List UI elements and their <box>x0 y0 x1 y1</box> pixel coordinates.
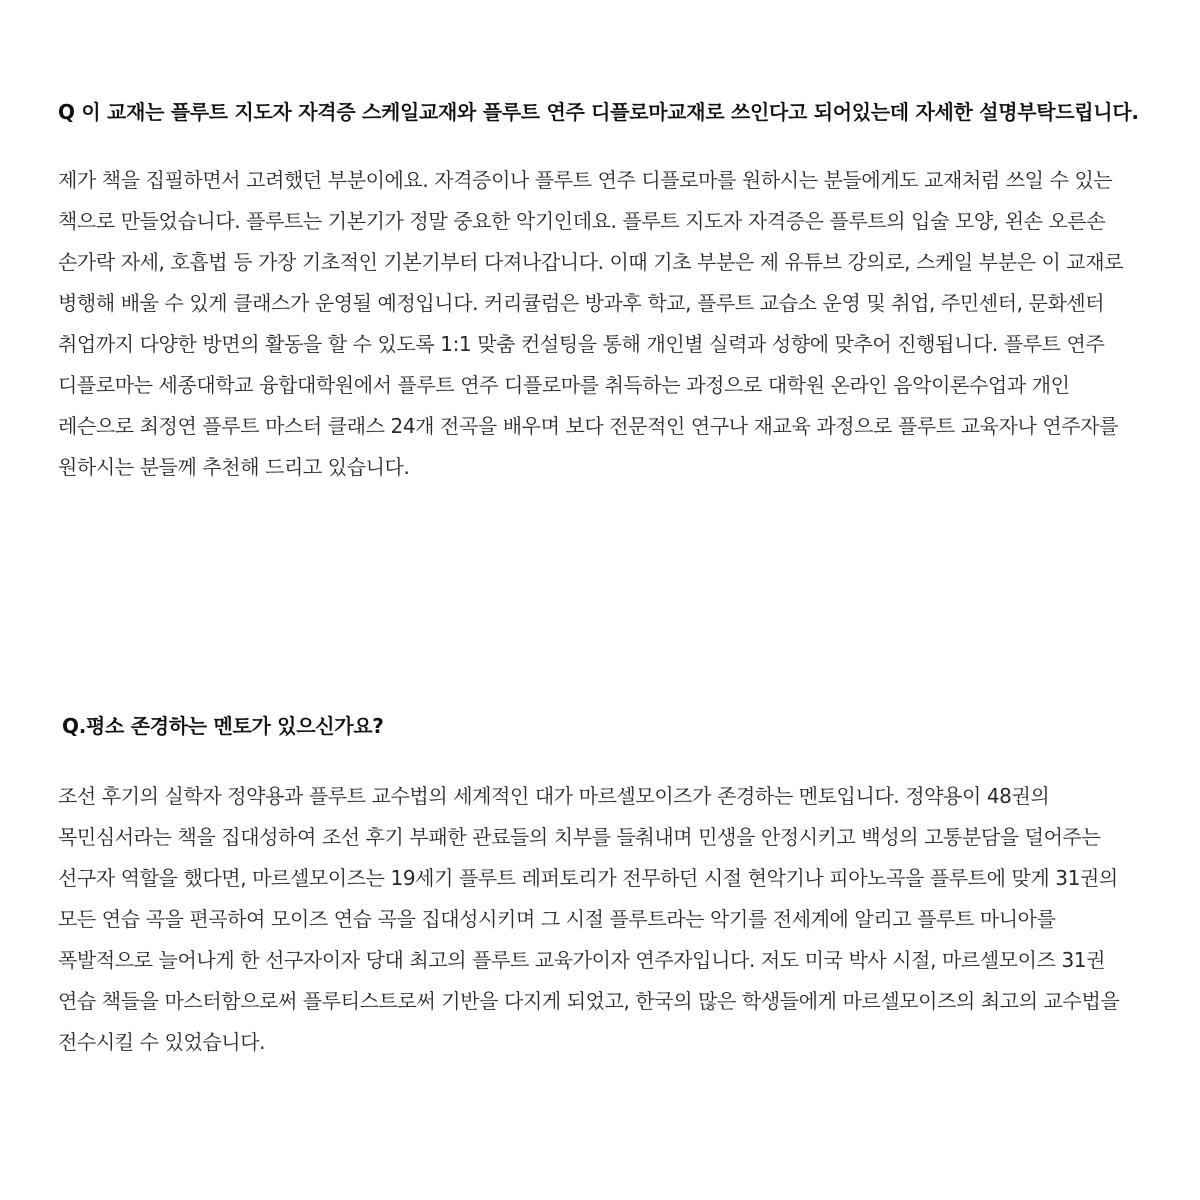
answer-paragraph: 조선 후기의 실학자 정약용과 플루트 교수법의 세계적인 대가 마르셀모이즈가 존경하는 멘토입니다. 정약용이 48권의 목민심서라는 책을 집대성하여 조선 후기 부패한 관료들의 치부를 들춰내며 민생을 안정시키고 백성의 고통분담을 덜어주는 선구자 역할을 했다면, 마르셀모이즈는 19세기 플루트 레퍼토리가 전무하던 시절 현악기나 피아노곡을 플루트에 맞게 31권의 모든 연습 곡을 편곡하여 모이즈 연습 곡을 집대성시키며 그 시절 플루트라는 악기를 전세계에 알리고 플루트 마니아를 폭발적으로 늘어나게 한 선구자이자 당대 최고의 플루트 교육가이자 연주자입니다. 저도 미국 박사 시절, 마르셀모이즈 31권 연습 책들을 마스터함으로써 플루티스트로써 기반을 다지게 되었고, 한국의 많은 학생들에게 마르셀모이즈의 최고의 교수법을 전수시킬 수 있었습니다. <box>58 784 1120 1054</box>
qa-section-mentor <box>58 706 1142 1063</box>
answer-paragraph: 제가 책을 집필하면서 고려했던 부분이에요. 자격증이나 플루트 연주 디플로마를 원하시는 분들에게도 교재처럼 쓰일 수 있는 책으로 만들었습니다. 플루트는 기본기가 정말 중요한 악기인데요. 플루트 지도자 자격증은 플루트의 입술 모양, 왼손 오른손 손가락 자세, 호흡법 등 가장 기초적인 기본기부터 다져나갑니다. 이때 기초 부분은 제 유튜브 강의로, 스케일 부분은 이 교재로 병행해 배울 수 있게 클래스가 운영될 예정입니다. 커리큘럼은 방과후 학교, 플루트 교습소 운영 및 취업, 주민센터, 문화센터 취업까지 다양한 방면의 활동을 할 수 있도록 1:1 맞춤 컨설팅을 통해 개인별 실력과 성향에 맞추어 진행됩니다. 플루트 연주 디플로마는 세종대학교 융합대학원에서 플루트 연주 디플로마를 취득하는 과정으로 대학원 온라인 음악이론수업과 개인 레슨으로 최정연 플루트 마스터 클래스 24개 전곡을 배우며 보다 전문적인 연구나 재교육 과정으로 플루트 교육자나 연주자를 원하시는 분들께 추천해 드리고 있습니다. <box>58 168 1124 479</box>
question-heading: Q.평소 존경하는 멘토가 있으신가요? <box>62 714 384 738</box>
question-heading: Q 이 교재는 플루트 지도자 자격증 스케일교재와 플루트 연주 디플로마교재로 쓰인다고 되어있는데 자세한 설명부탁드립니다. <box>58 100 1139 124</box>
qa-section-textbook <box>58 92 1142 488</box>
